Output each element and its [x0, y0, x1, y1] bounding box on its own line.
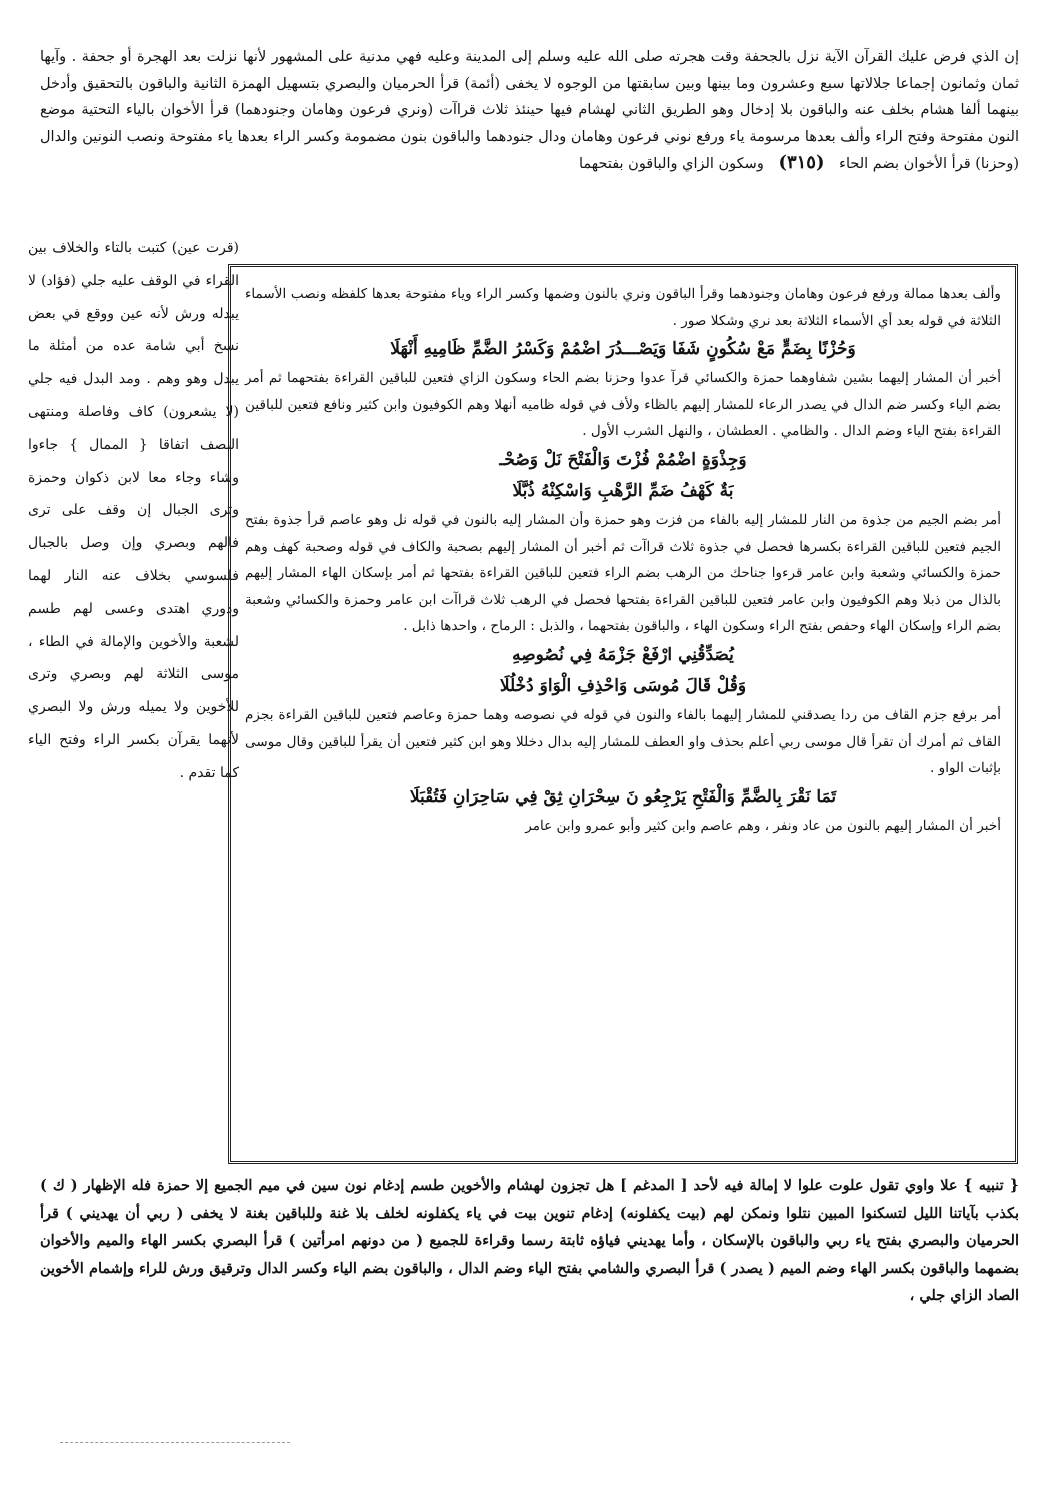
- verse-line: بَةٌ كَهْفُ ضَمِّ الرَّهْبِ وَاسْكِنْهُ ذُبَّلَا: [512, 480, 734, 501]
- footer-rule: [60, 1442, 290, 1443]
- top-text: إن الذي فرض عليك القرآن الآية نزل بالجحفة وقت هجرته صلى الله عليه وسلم إلى المدينة وعليه فهي مدنية على المشهور لأنها نزلت بعد الهجرة أو جحفة . وآيها ثمان وثمانون إجماعا جلالاتها سبع وعشرون وما بينها وبين سابقتها من الوجوه لا يخفى (أئمة) قرأ الحرميان والبصري بتسهيل الهمزة الثانية والباقون بالتحقيق وأدخل بينهما ألفا هشام بخلف عنه والباقون بلا إدخال وهو الطريق الثاني لهشام فيها حينئذ ثلاث قراآت (ونري فرعون وهامان وجنودهما) قرأ الأخوان بالياء التحتية موضع النون مفتوحة وفتح الراء وألف بعدها مرسومة ياء ورفع نوني فرعون وهامان ودال جنودهما والباقون بنون مضمومة وكسر الراء بعدها ياء مفتوحة ونصب النونين والدال (وحزنا) قرأ الأخوان بضم الحاء: [40, 49, 1019, 172]
- verse-line: وَحُزْنًا بِضَمٍّ مَعْ سُكُونٍ شَفَا وَيَصْـــدُرَ اضْمُمْ وَكَسْرُ الضَّمِّ ظَامِيهِ أَنْهَلَا: [390, 339, 856, 360]
- verse-line: تَمَا نَقْرَ بِالضَّمِّ وَالْفَتْحِ يَرْجِعُو نَ سِحْرَانِ ثِقْ فِي سَاحِرَانِ فَتُقْبَلَا: [409, 786, 837, 807]
- verse-line: يُصَدِّقُنِي ارْفَعْ جَزْمَهُ فِي نُصُوصِهِ: [512, 644, 734, 665]
- verse-line: وَقُلْ قَالَ مُوسَى وَاحْذِفِ الْوَاوَ دُخْلُلَا: [499, 675, 747, 696]
- frame-paragraph: أمر بضم الجيم من جذوة من النار للمشار إليه بالفاء من فزت وهو حمزة وأن المشار إليه بالنون في قوله نل وهو عاصم قرأ جذوة بفتح الجيم فتعين للباقين القراءة بكسرها فحصل في جذوة ثلاث قراآت ثم أخبر أن المشار إليهم بصحبة والكاف في قوله وصحبة كهف وهم حمزة والكسائي وشعبة وابن عامر قرءوا جناحك من الرهب بضم الراء فتعين للباقين القراءة بفتحها ثم أمر بإسكان الهاء المشار إليهم بالذال من ذبلا وهم الكوفيون وابن عامر فتعين للباقين القراءة بفتحها فحصل في الرهب ثلاث قراآت ابن عامر وحمزة والكسائي وشعبة بضم الراء وإسكان الهاء وحفص بفتح الراء وسكون الهاء ، والباقون بفتحهما ، والذبل : الرماح ، واحدها ذابل .: [245, 511, 1001, 635]
- top-text-block: [40, 44, 1019, 260]
- verse-line: وَجِذْوَةٍ اضْمُمْ فُزْتَ وَالْفَتْحَ نَلْ وَصُحْـ: [499, 449, 747, 470]
- frame-paragraph: أخبر أن المشار إليهما بشين شفاوهما حمزة والكسائي قرآ عدوا وحزنا بضم الحاء وسكون الزاي فتعين للباقين القراءة بفتحهما ثم أمر بضم الياء وكسر ضم الدال في يصدر الرعاء للمشار إليهم بالظاء ولأف في قوله ظاميه أنهلا وهم الكوفيون وابن كثير ونافع فتعين للباقين القراءة بفتح الياء وضم الدال . والظامي . العطشان ، والنهل الشرب الأول .: [245, 370, 1001, 440]
- frame-paragraph: وألف بعدها ممالة ورفع فرعون وهامان وجنودهما وقرأ الباقون ونري بالنون وضمها وكسر الراء وياء مفتوحة بعدها كلفظه ونصب الأسماء الثلاثة في قوله بعد أي الأسماء الثلاثة بعد نري وشكلا صور .: [245, 286, 1001, 329]
- frame-paragraph: أخبر أن المشار إليهم بالنون من عاد ونفر ، وهم عاصم وابن كثير وأبو عمرو وابن عامر: [525, 817, 1001, 834]
- top-text-tail: وسكون الزاي والباقون بفتحهما: [578, 156, 764, 172]
- framed-commentary-box: [228, 264, 1018, 1164]
- page-number: (٣١٥): [778, 152, 825, 173]
- bottom-text: { تنبيه } علا واوي تقول علوت علوا لا إمالة فيه لأحد [ المدغم ] هل تجزون لهشام والأخوين طسم إدغام نون سين في ميم الجميع إلا حمزة فله الإظهار ( ك ) بكذب بآياتنا الليل لتسكنوا المبين نتلوا ونمكن لهم (بيت يكفلونه) إدغام تنوين بيت في ياء يكفلونه لخلف بلا غنة وللباقين بغنة لا يخفى ( ربي أن يهديني ) قرأ الحرميان والبصري بفتح ياء ربي والباقون بالإسكان ، وأما يهديني فياؤه ثابتة رسما وقراءة للجميع ( من دونهم امرأتين ) قرأ البصري بكسر الهاء والميم والأخوان بضمهما والباقون بكسر الهاء وضم الميم ( يصدر ) قرأ البصري والشامي بفتح الياء وضم الدال ، والباقون بضم الياء وكسر الدال وترقيق ورش للراء وإشمام الأخوين الصاد الزاي جلي ،: [40, 1177, 1019, 1304]
- margin-commentary: (قرت عين) كتبت بالتاء والخلاف بين القراء في الوقف عليه جلي (فؤاد) لا يبدله ورش لأنه عين ووقع في بعض نسخ أبي شامة عده من أمثلة ما يبدل وهو وهم . ومد البدل فيه جلي (لا يشعرون) كاف وفاصلة ومنتهى النصف اتفاقا { الممال } جاءوا وشاء وجاء معا لابن ذكوان وحمزة وترى الجبال إن وقف على ترى فالهم وبصري وإن وصل بالجبال فلسوسي بخلاف عنه النار لهما ودوري اهتدى وعسى لهم طسم لشعبة والأخوين والإمالة في الطاء ، موسى الثلاثة لهم وبصري وترى للأخوين ولا يميله ورش ولا البصري لأنهما يقرآن بكسر الراء وفتح الياء كما تقدم .: [28, 240, 239, 781]
- bottom-text-block: [40, 1172, 1019, 1412]
- frame-paragraph: أمر برفع جزم القاف من ردا يصدقني للمشار إليهما بالفاء والنون في قوله في نصوصه وهما حمزة وعاصم فتعين للباقين القراءة بجزم القاف ثم أمرك أن تقرأ قال موسى ربي أعلم بحذف واو العطف للمشار إليه بدال دخللا وهو ابن كثير فتعين أن يقرأ للباقين وقال موسى بإثبات الواو .: [245, 706, 1001, 777]
